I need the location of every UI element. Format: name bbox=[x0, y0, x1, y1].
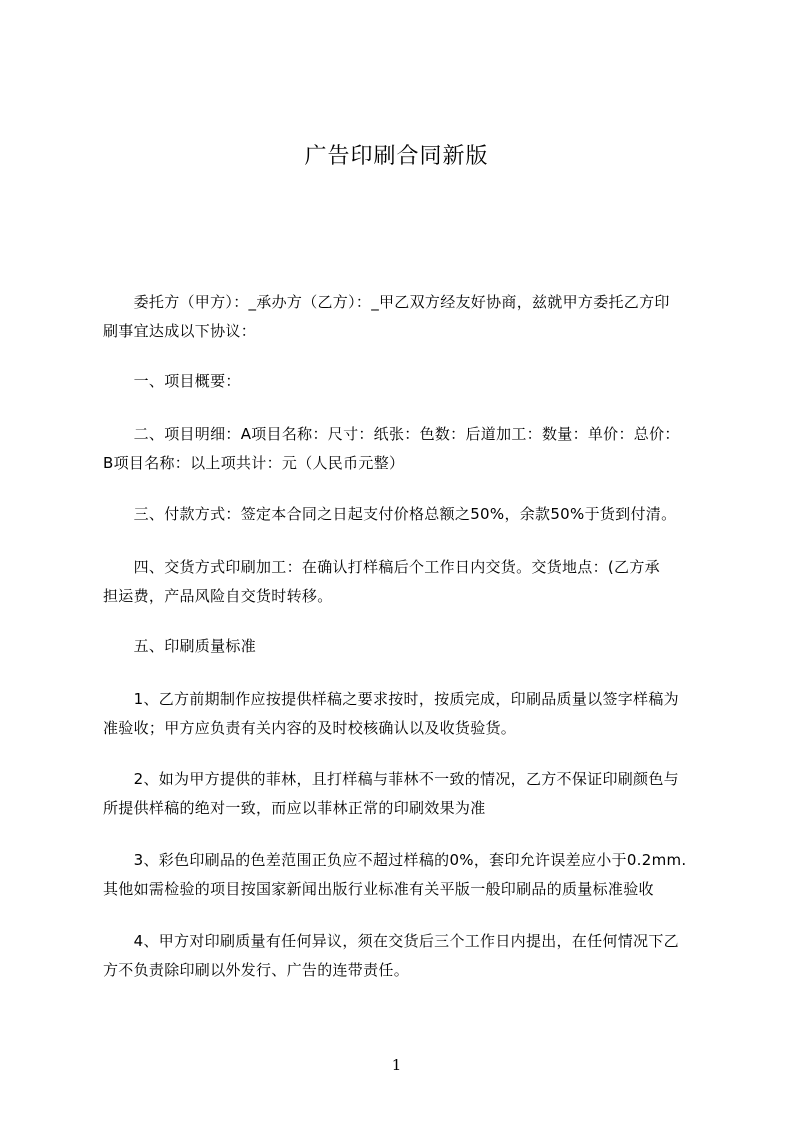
paragraph-clause-2 bbox=[103, 765, 703, 823]
paragraph-line: 方不负责除印刷以外发行、广告的连带责任。 bbox=[103, 961, 410, 979]
paragraph-parties bbox=[103, 288, 703, 346]
paragraph-line: 刷事宜达成以下协议： bbox=[103, 322, 257, 340]
paragraph-delivery bbox=[103, 553, 703, 611]
paragraph-line: 1、乙方前期制作应按提供样稿之要求按时，按质完成，印刷品质量以签字样稿为 bbox=[103, 690, 679, 708]
paragraph-line: 2、如为甲方提供的菲林，且打样稿与菲林不一致的情况，乙方不保证印刷颜色与 bbox=[103, 770, 679, 788]
paragraph-line: 3、彩色印刷品的色差范围正负应不超过样稿的0%，套印允许误差应小于0.2mm. bbox=[103, 851, 687, 869]
paragraph-line: 所提供样稿的绝对一致，而应以菲林正常的印刷效果为准 bbox=[103, 799, 486, 817]
paragraph-line: 委托方（甲方）：_承办方（乙方）：_甲乙双方经友好协商，兹就甲方委托乙方印 bbox=[103, 293, 670, 311]
page-number: 1 bbox=[391, 1056, 402, 1074]
paragraph-payment bbox=[103, 500, 703, 529]
paragraph-line: 四、交货方式印刷加工：在确认打样稿后个工作日内交货。交货地点：(乙方承 bbox=[103, 558, 660, 576]
paragraph-project-overview bbox=[103, 367, 703, 396]
paragraph-line: 担运费，产品风险自交货时转移。 bbox=[103, 587, 333, 605]
paragraph-line: 五、印刷质量标准 bbox=[103, 637, 257, 655]
paragraph-line: 4、甲方对印刷质量有任何异议，须在交货后三个工作日内提出，在任何情况下乙 bbox=[103, 932, 679, 950]
paragraph-clause-1 bbox=[103, 685, 703, 743]
paragraph-line: 一、项目概要： bbox=[103, 372, 241, 390]
paragraph-clause-3 bbox=[103, 846, 703, 904]
paragraph-project-details bbox=[103, 420, 703, 478]
document-title: 广告印刷合同新版 bbox=[304, 144, 489, 169]
paragraph-line: 其他如需检验的项目按国家新闻出版行业标准有关平版一般印刷品的质量标准验收 bbox=[103, 880, 654, 898]
paragraph-line: 二、项目明细：A项目名称：尺寸：纸张：色数：后道加工：数量：单价：总价： bbox=[103, 425, 680, 443]
paragraph-quality-standard bbox=[103, 632, 703, 661]
paragraph-clause-4 bbox=[103, 927, 703, 985]
paragraph-line: 三、付款方式：签定本合同之日起支付价格总额之50%，余款50%于货到付清。 bbox=[103, 505, 677, 523]
paragraph-line: 准验收；甲方应负责有关内容的及时校核确认以及收货验货。 bbox=[103, 719, 517, 737]
paragraph-line: B项目名称：以上项共计：元（人民币元整） bbox=[103, 454, 405, 472]
